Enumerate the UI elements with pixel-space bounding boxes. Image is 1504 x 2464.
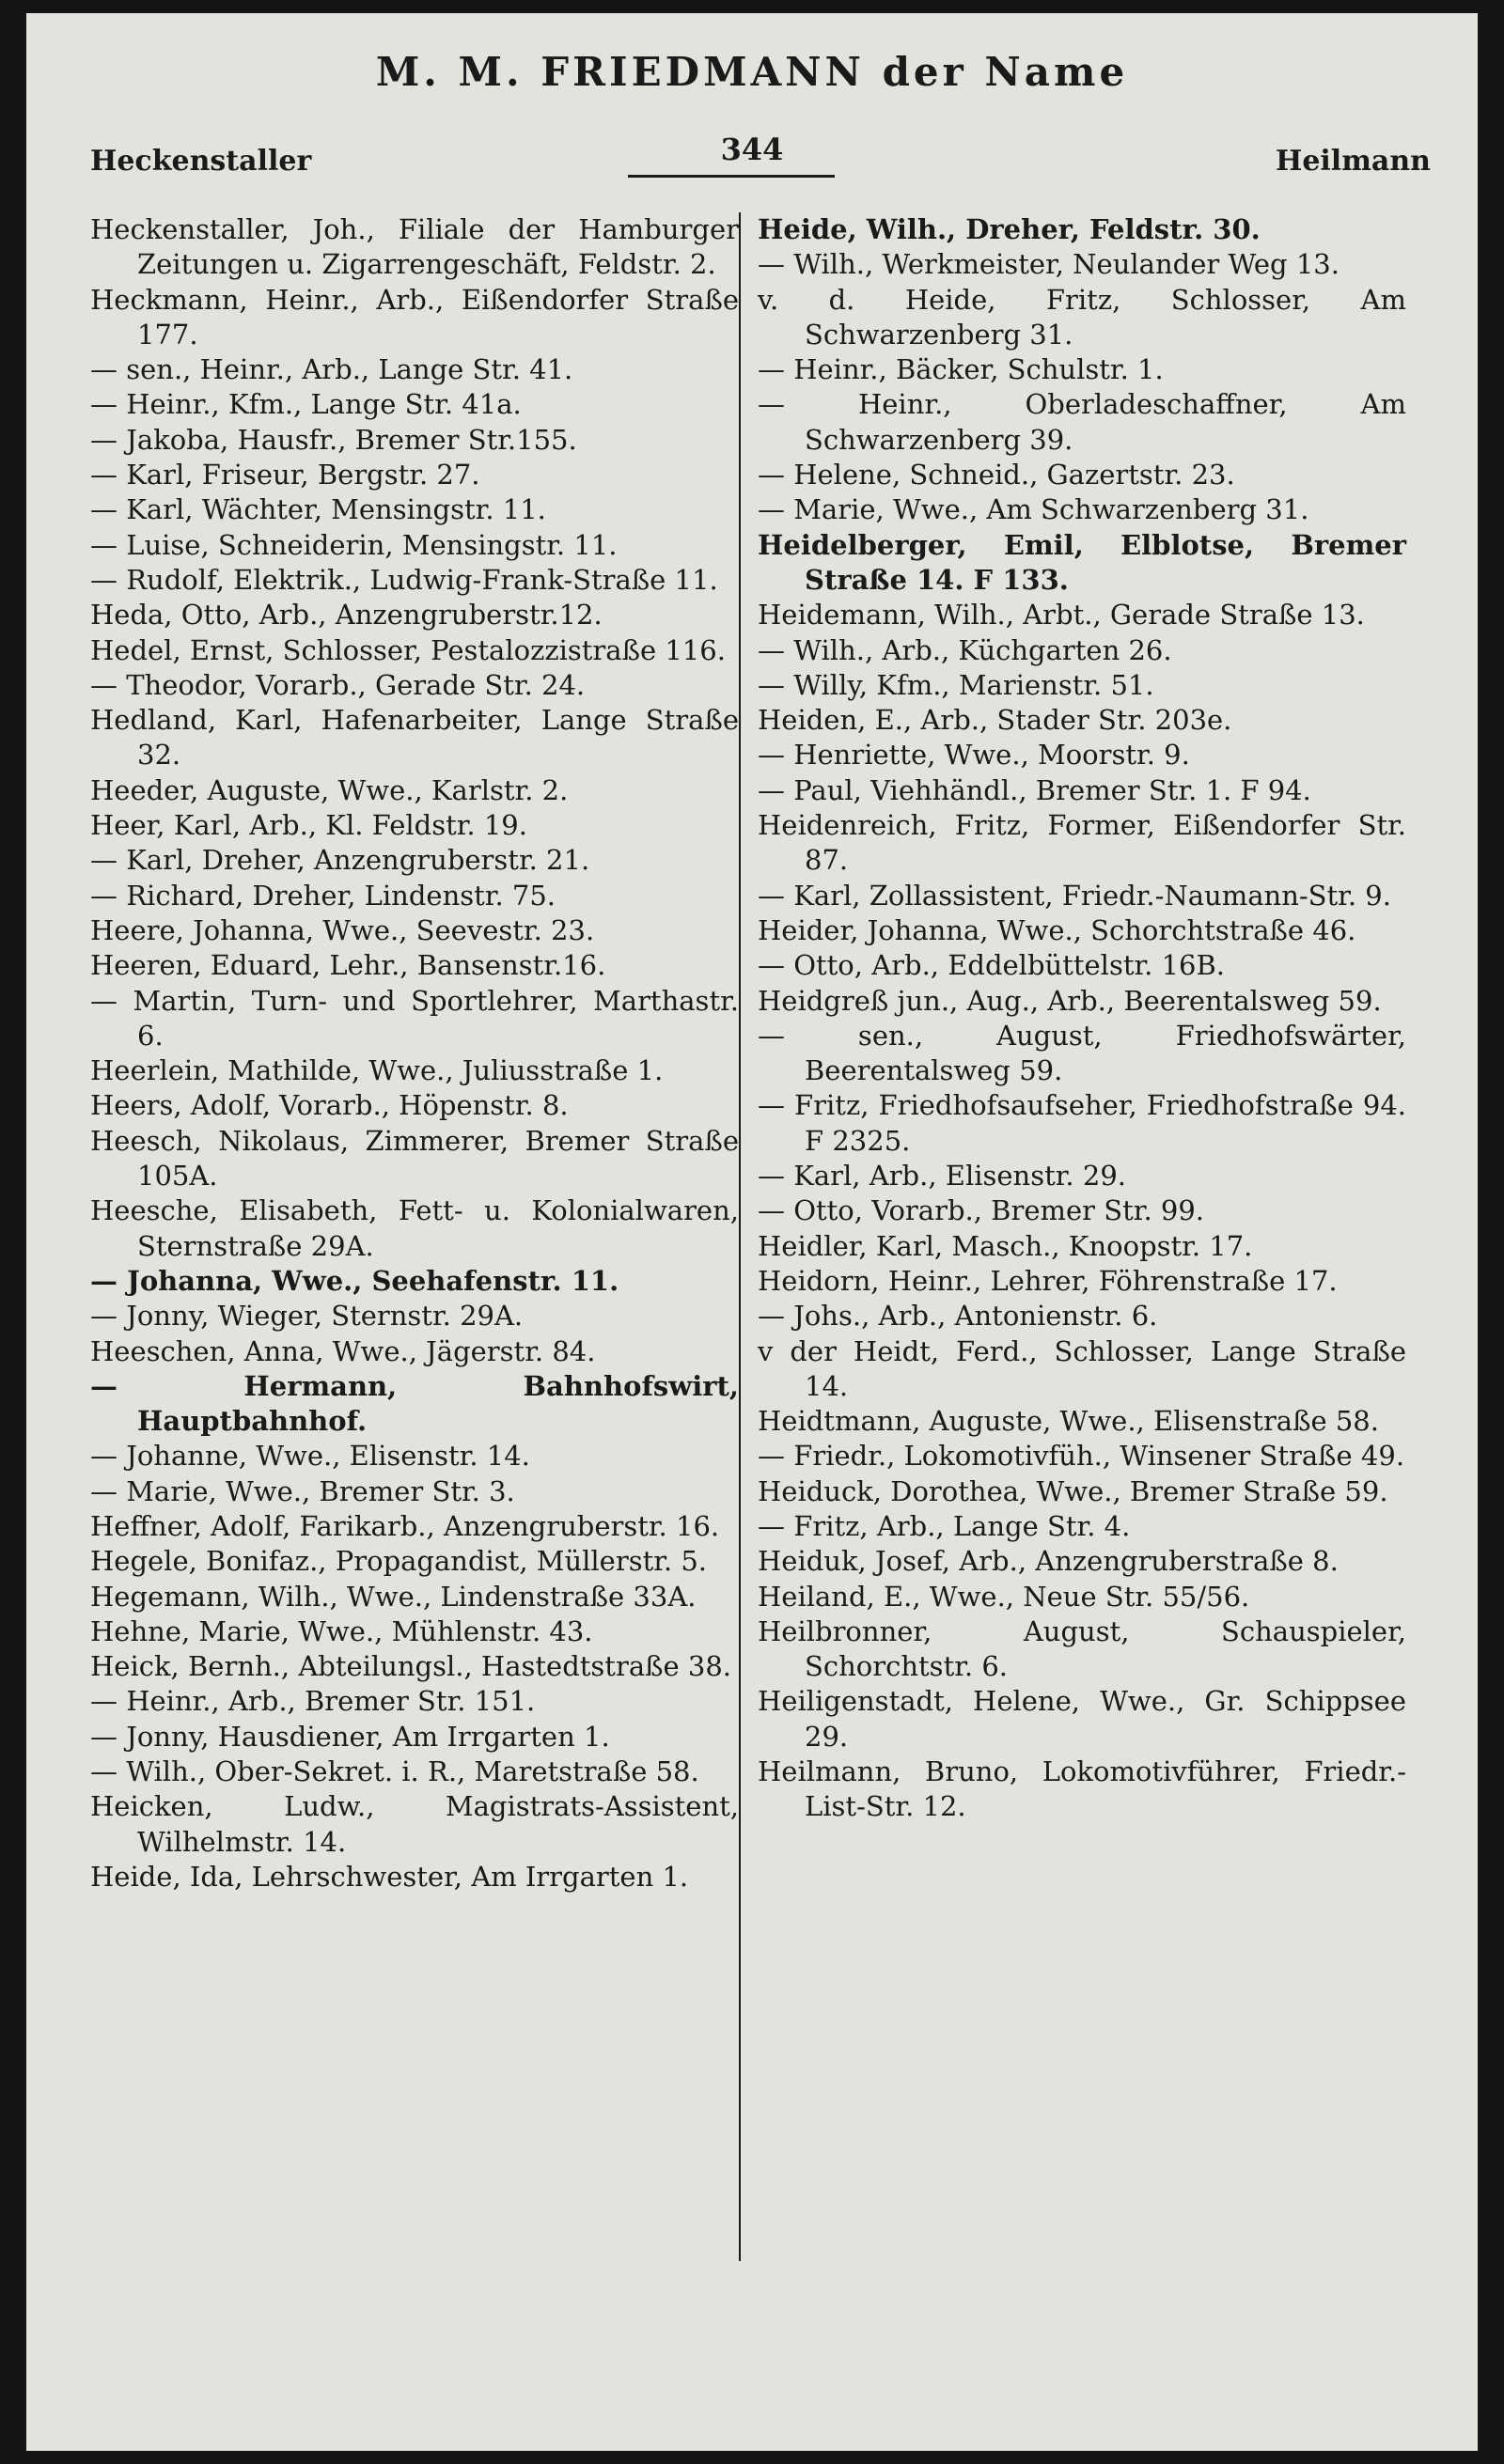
directory-entry: — Richard, Dreher, Lindenstr. 75. <box>90 879 556 912</box>
column-divider <box>739 212 741 2261</box>
directory-entry: — Karl, Arb., Elisenstr. 29. <box>758 1160 1126 1193</box>
directory-entry: Heiland, E., Wwe., Neue Str. 55/56. <box>758 1580 1250 1613</box>
header-rule <box>628 175 835 178</box>
directory-entry: Heffner, Adolf, Farikarb., Anzengruberstr. 16. <box>90 1509 720 1542</box>
directory-entry: — Jonny, Hausdiener, Am Irrgarten 1. <box>90 1720 610 1753</box>
directory-entry: — Hermann, Bahnhofswirt, Hauptbahnhof. <box>90 1369 739 1438</box>
directory-entry: — Wilh., Werkmeister, Neulander Weg 13. <box>758 248 1340 281</box>
directory-entry: Heesch, Nikolaus, Zimmerer, Bremer Straße 105A. <box>90 1124 739 1193</box>
directory-entry: — Fritz, Arb., Lange Str. 4. <box>758 1509 1131 1542</box>
directory-entry: — Johs., Arb., Antonienstr. 6. <box>758 1300 1158 1333</box>
directory-entry: Heidgreß jun., Aug., Arb., Beerentalsweg 59. <box>758 984 1382 1017</box>
directory-entry: — Otto, Vorarb., Bremer Str. 99. <box>758 1194 1205 1227</box>
directory-entry: Hegemann, Wilh., Wwe., Lindenstraße 33A. <box>90 1580 697 1613</box>
directory-entry: — Heinr., Bäcker, Schulstr. 1. <box>758 353 1164 386</box>
directory-entry: Heidtmann, Auguste, Wwe., Elisenstraße 58. <box>758 1405 1379 1438</box>
directory-entry: — Rudolf, Elektrik., Ludwig-Frank-Straße 11. <box>90 563 718 596</box>
directory-entry: Heick, Bernh., Abteilungsl., Hastedtstraße 38. <box>90 1650 731 1683</box>
directory-entry: — Karl, Friseur, Bergstr. 27. <box>90 459 480 491</box>
directory-entry: Heeder, Auguste, Wwe., Karlstr. 2. <box>90 773 569 806</box>
directory-entry: Heicken, Ludw., Magistrats-Assistent, Wilhelmstr. 14. <box>90 1790 739 1858</box>
directory-entry: Heers, Adolf, Vorarb., Höpenstr. 8. <box>90 1089 569 1122</box>
directory-entry: Heere, Johanna, Wwe., Seevestr. 23. <box>90 913 595 946</box>
directory-entry: Heide, Wilh., Dreher, Feldstr. 30. <box>758 213 1261 245</box>
directory-entry: Heidler, Karl, Masch., Knoopstr. 17. <box>758 1229 1253 1262</box>
directory-entry: Heiduck, Dorothea, Wwe., Bremer Straße 59. <box>758 1474 1388 1507</box>
directory-entry: Hedland, Karl, Hafenarbeiter, Lange Straße 32. <box>90 704 739 772</box>
page-title: M. M. FRIEDMANN der Name <box>375 49 1129 95</box>
directory-entry: Hedel, Ernst, Schlosser, Pestalozzistraße 116. <box>90 633 726 666</box>
directory-entry: Heda, Otto, Arb., Anzengruberstr.12. <box>90 599 603 632</box>
directory-entry: — Wilh., Arb., Küchgarten 26. <box>758 633 1172 666</box>
directory-entry: Heiligenstadt, Helene, Wwe., Gr. Schippsee 29. <box>758 1685 1406 1753</box>
right-guide-word: Heilmann <box>1275 145 1431 178</box>
directory-entry: v der Heidt, Ferd., Schlosser, Lange Straße 14. <box>758 1334 1406 1402</box>
directory-entry: — Friedr., Lokomotivfüh., Winsener Straße 49. <box>758 1440 1405 1473</box>
directory-entry: — Martin, Turn- und Sportlehrer, Marthastr. 6. <box>90 984 739 1052</box>
directory-entry: — Helene, Schneid., Gazertstr. 23. <box>758 459 1235 491</box>
directory-entry: — Wilh., Ober-Sekret. i. R., Maretstraße 58. <box>90 1755 699 1788</box>
directory-entry: — Henriette, Wwe., Moorstr. 9. <box>758 739 1190 772</box>
directory-entry: — Luise, Schneiderin, Mensingstr. 11. <box>90 528 618 561</box>
directory-entry: — Heinr., Arb., Bremer Str. 151. <box>90 1685 536 1718</box>
directory-entry: — Marie, Wwe., Am Schwarzenberg 31. <box>758 493 1309 526</box>
directory-entry: — Jakoba, Hausfr., Bremer Str.155. <box>90 423 577 456</box>
directory-entry: Heeren, Eduard, Lehr., Bansenstr.16. <box>90 949 606 982</box>
directory-entry: Heilbronner, August, Schauspieler, Schorchtstr. 6. <box>758 1614 1406 1683</box>
directory-entry: Heidenreich, Fritz, Former, Eißendorfer Str. 87. <box>758 809 1406 877</box>
left-column <box>90 212 739 1895</box>
directory-page <box>26 13 1478 2451</box>
directory-entry: Heidelberger, Emil, Elblotse, Bremer Straße 14. F 133. <box>758 528 1406 596</box>
directory-entry: Heide, Ida, Lehrschwester, Am Irrgarten 1. <box>90 1860 689 1893</box>
directory-entry: Heerlein, Mathilde, Wwe., Juliusstraße 1. <box>90 1054 664 1087</box>
left-guide-word: Heckenstaller <box>90 145 312 178</box>
directory-entry: Heider, Johanna, Wwe., Schorchtstraße 46. <box>758 913 1356 946</box>
page-number: 344 <box>720 132 784 167</box>
directory-entry: — Fritz, Friedhofsaufseher, Friedhofstraße 94. F 2325. <box>758 1089 1406 1157</box>
directory-entry: Heilmann, Bruno, Lokomotivführer, Friedr.-List-Str. 12. <box>758 1755 1406 1823</box>
directory-entry: Heidemann, Wilh., Arbt., Gerade Straße 13. <box>758 599 1365 632</box>
directory-entry: — Otto, Arb., Eddelbüttelstr. 16B. <box>758 949 1226 982</box>
directory-entry: — Marie, Wwe., Bremer Str. 3. <box>90 1474 515 1507</box>
directory-entry: — Heinr., Oberladeschaffner, Am Schwarzenberg 39. <box>758 388 1406 456</box>
directory-entry: Heesche, Elisabeth, Fett- u. Kolonialwaren, Sternstraße 29A. <box>90 1194 739 1262</box>
directory-entry: Heckmann, Heinr., Arb., Eißendorfer Straße 177. <box>90 283 739 351</box>
directory-entry: Heeschen, Anna, Wwe., Jägerstr. 84. <box>90 1334 596 1367</box>
directory-entry: — Johanne, Wwe., Elisenstr. 14. <box>90 1440 530 1473</box>
directory-entry: — Paul, Viehhändl., Bremer Str. 1. F 94. <box>758 773 1311 806</box>
directory-entry: — sen., August, Friedhofswärter, Beerentalsweg 59. <box>758 1019 1406 1087</box>
directory-entry: Heiduk, Josef, Arb., Anzengruberstraße 8. <box>758 1545 1339 1578</box>
directory-entry: Heer, Karl, Arb., Kl. Feldstr. 19. <box>90 809 527 842</box>
directory-entry: — Karl, Dreher, Anzengruberstr. 21. <box>90 844 590 877</box>
directory-entry: — sen., Heinr., Arb., Lange Str. 41. <box>90 353 573 386</box>
directory-entry: Heidorn, Heinr., Lehrer, Föhrenstraße 17. <box>758 1264 1338 1297</box>
directory-entry: v. d. Heide, Fritz, Schlosser, Am Schwarzenberg 31. <box>758 283 1406 351</box>
directory-entry: — Johanna, Wwe., Seehafenstr. 11. <box>90 1264 619 1297</box>
directory-entry: — Karl, Wächter, Mensingstr. 11. <box>90 493 546 526</box>
directory-entry: Hegele, Bonifaz., Propagandist, Müllerstr. 5. <box>90 1545 708 1578</box>
directory-entry: Heiden, E., Arb., Stader Str. 203e. <box>758 704 1232 737</box>
right-column <box>758 212 1406 1825</box>
directory-entry: — Jonny, Wieger, Sternstr. 29A. <box>90 1300 524 1333</box>
directory-entry: — Willy, Kfm., Marienstr. 51. <box>758 668 1154 701</box>
directory-entry: Heckenstaller, Joh., Filiale der Hamburger Zeitungen u. Zigarrengeschäft, Feldstr. 2. <box>90 213 739 281</box>
directory-entry: Hehne, Marie, Wwe., Mühlenstr. 43. <box>90 1614 593 1647</box>
directory-entry: — Karl, Zollassistent, Friedr.-Naumann-Str. 9. <box>758 879 1391 912</box>
directory-entry: — Theodor, Vorarb., Gerade Str. 24. <box>90 668 586 701</box>
directory-entry: — Heinr., Kfm., Lange Str. 41a. <box>90 388 522 421</box>
